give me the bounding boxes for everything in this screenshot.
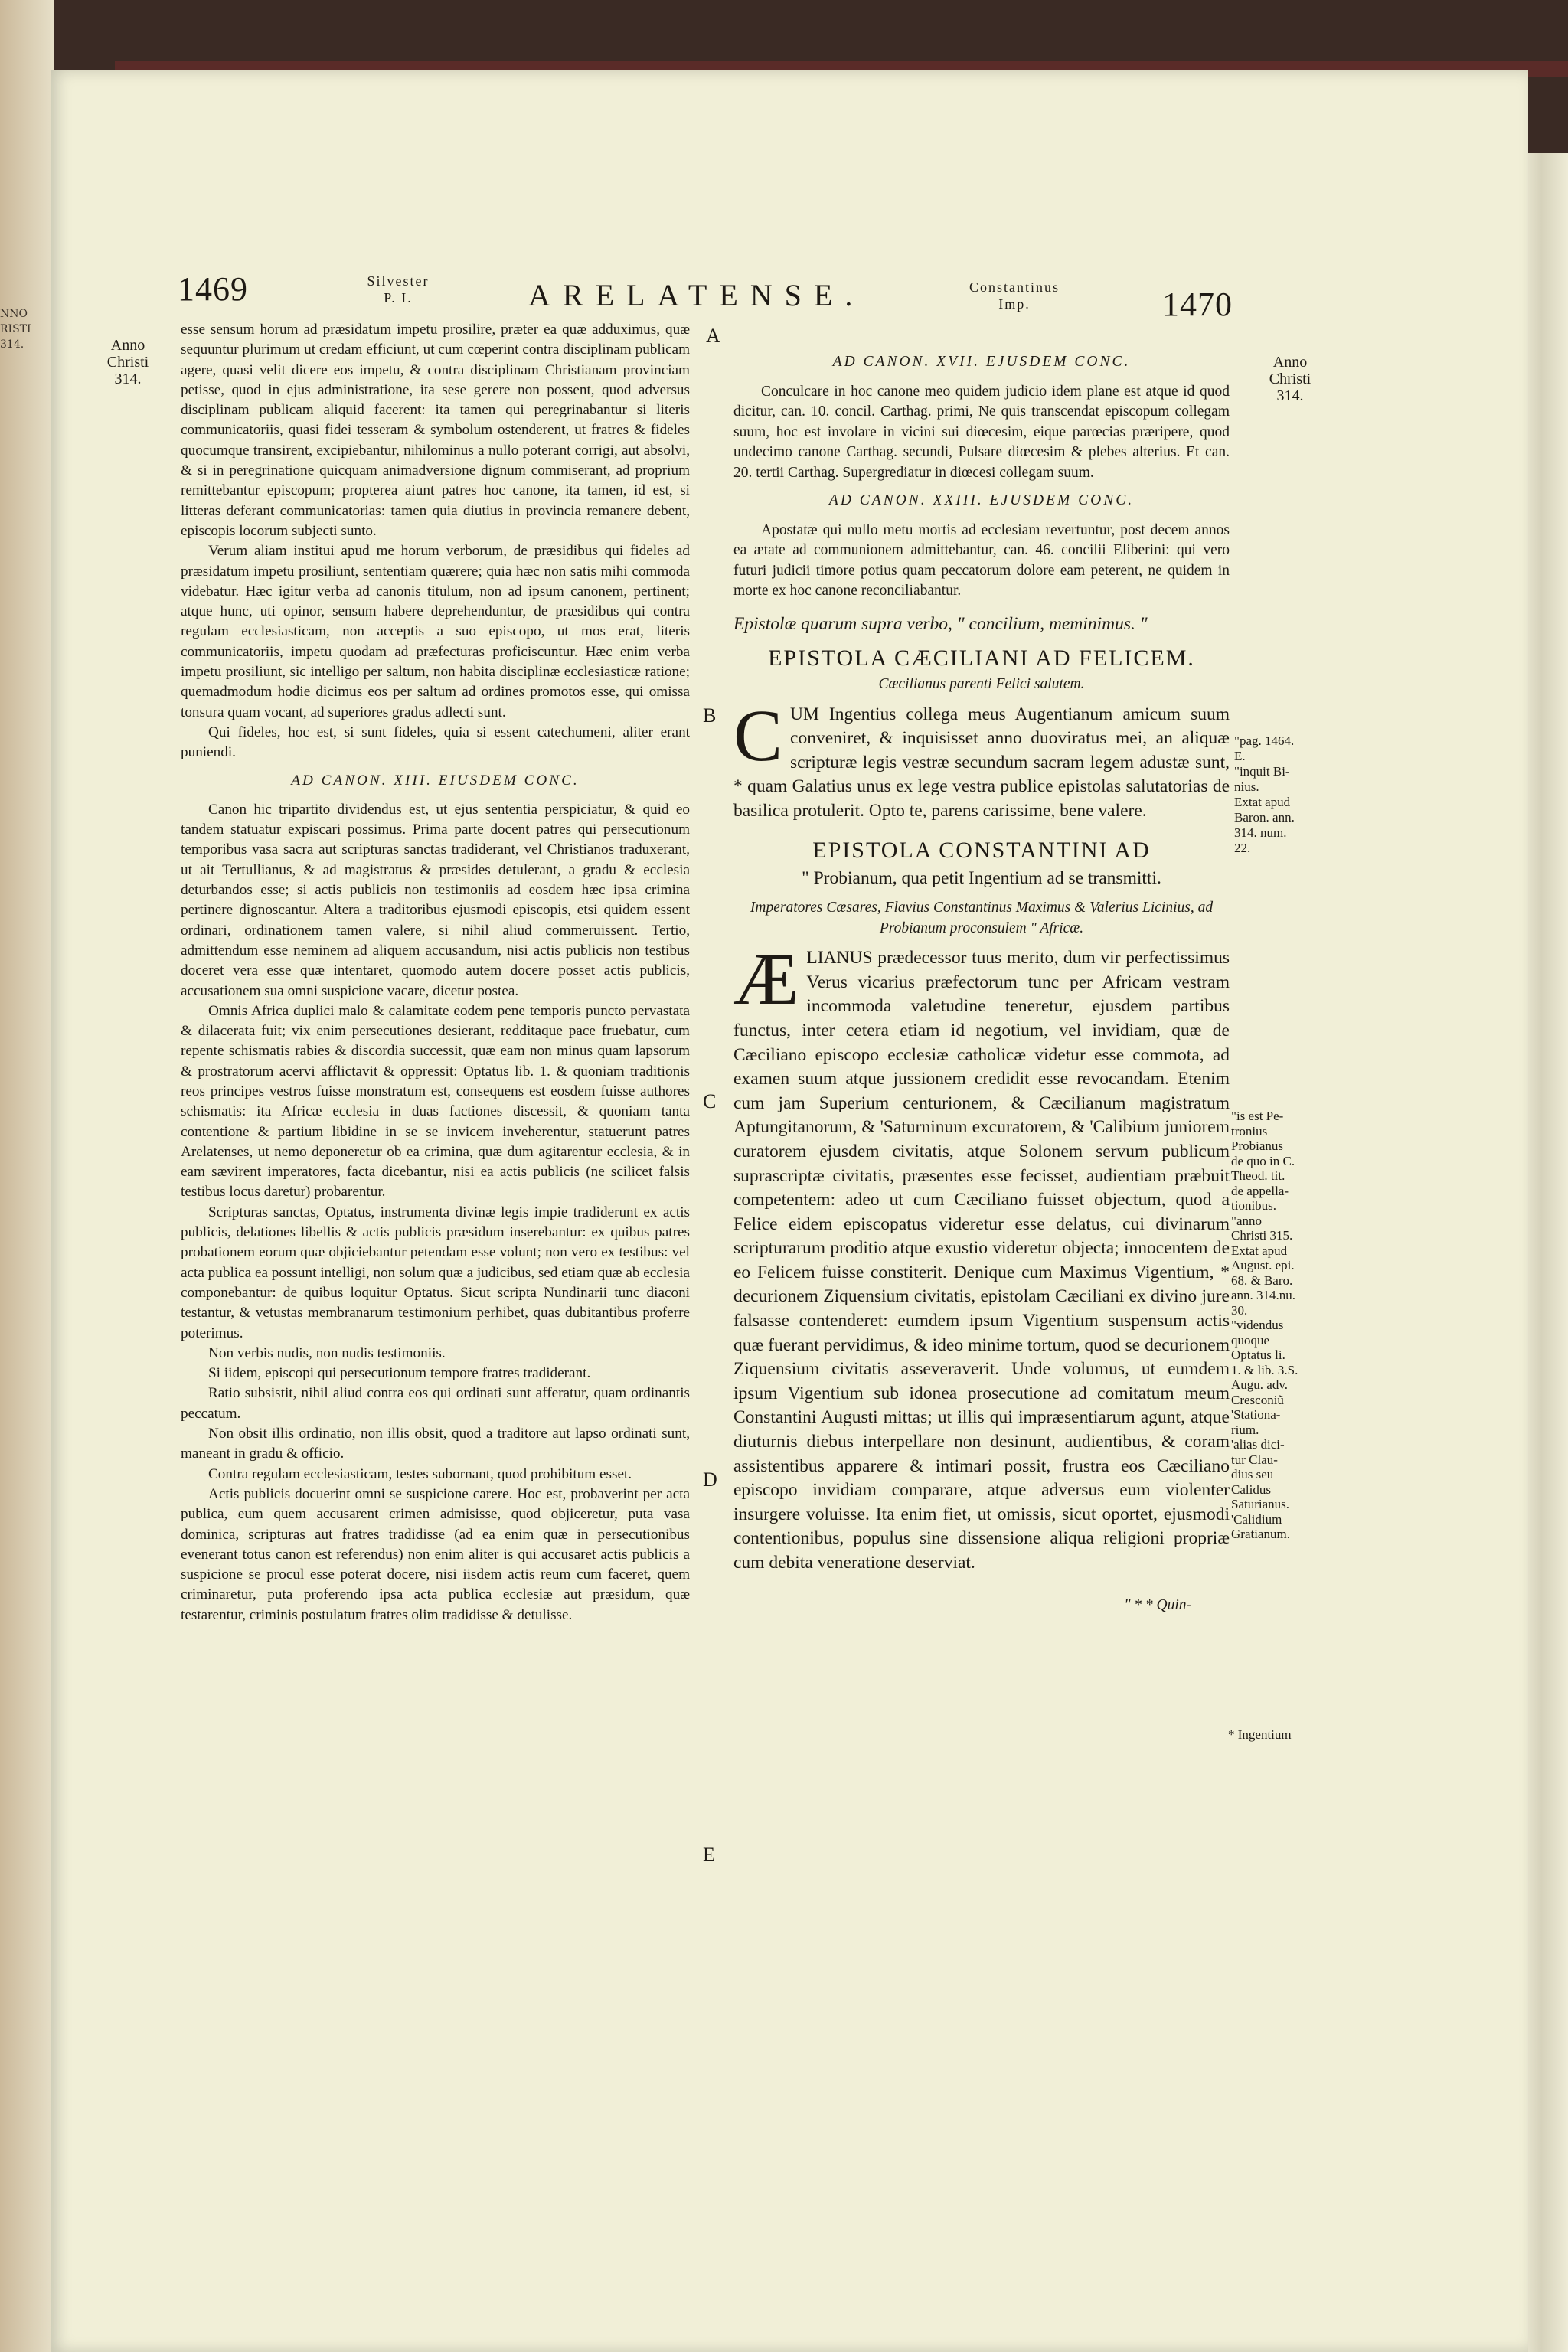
drop-cap: Æ [733,938,799,1021]
running-head-right [926,279,1102,312]
paragraph: Si iidem, episcopi qui persecutionum tempore fratres tradiderant. [208,1365,591,1382]
page-stack-edge [1524,153,1568,2352]
facing-page-edge [0,0,54,2352]
page-number-left: 1469 [178,270,248,308]
section-letter-c: C [703,1090,717,1112]
facing-margin-line: NNO [0,308,28,320]
side-note-line: ann. 314.nu. [1231,1288,1296,1302]
margin-line: 314. [1276,387,1304,404]
paragraph: Canon hic tripartito dividendus est, ut ejus sententia perspiciatur, & quid eo tandem statuatur expiscari possimus. Prima parte docent patres qui persecutionum temporibus vasa sacra aut scripturas sanctas tradiderant, vel Christianos traduxerant, ut ait Tertullianus, & ad magistratus & præsides detulerant, a gradu & ecclesia deturbandos esse; si actis publicis non testimoniis ad eosdem hæc ipsa crimina pertinere dignoscantur. Altera a traditoribus ejusmodi episcopis, etsi quidem essent ordinari, ordinationem tamen valere, si nihil aliud commeruissent. Tertio, admittendum esse neminem ad aliquem accusandum, nisi actis publicis non testibus doceret vera esse quæ intentaret, quomodo autem docere posset actis publicis, accusationem sua omni suspicione vacare, dicetur postea. [181,801,690,999]
side-note-line: tronius [1231,1123,1268,1138]
paragraph: esse sensum horum ad præsidatum impetu prosilire, præter ea quæ adduximus, quæ sequuntur plurimum ut credam efficiunt, ut cum cœperint contra disciplinam publicam agere, quasi velit dicere eos impetu, & contra disciplinam Christianam provinciam petisse, quod in ejus administratione, ita sese gerere non possent, quod adversus disciplinam publicam aliquid facerent: ita tamen qui peregrinabantur si literis communicatoriis, quasi fidei tesseram & symbolum ostenderent, ut fratres & fideles quocumque transirent, excipiebantur, nihilominus a nullo poterant corrigi, aut absolvi, & si in peregrinatione quicquam animadversione dignum commiserant, ad proprium remittebantur episcopum; propterea aiunt patres hoc canone, ita tamen, id est, si litteras deferant communicatorias: tamen quia diutius in provincia remanere debent, episcopis locorum subjecti sunto. [181,322,690,539]
paragraph-text: UM Ingentius collega meus Augentianum amicum suum conveniret, & inquisisset anno duoviratus mei, an aliquæ scripturæ legis vestræ secundum sacram legem adustæ sunt, * quam Galatius unus ex lege vestra publice epistolas salutatorias de basilica protulerit. Opto te, parens carissime, bene valere. [733,704,1230,821]
margin-line: Christi [106,354,149,371]
side-note-line: Gratianum. [1231,1527,1290,1541]
letter-title: EPISTOLA CÆCILIANI AD FELICEM. [768,645,1195,671]
side-note-line: 30. [1231,1302,1248,1318]
side-note-line: "videndus [1231,1318,1284,1332]
side-note-line: Augu. adv. [1231,1377,1288,1392]
paragraph: Qui fideles, hoc est, si sunt fideles, quia si essent catechumeni, aliter erant puniendi. [181,724,690,761]
side-note-line: "is est Pe- [1231,1109,1284,1123]
catchword: " * * Quin- [1124,1596,1191,1613]
side-note-line: Extat apud [1231,1243,1288,1258]
margin-line: Anno [110,337,145,354]
paragraph: Verum aliam institui apud me horum verborum, de præsidibus qui fideles ad præsidatum impetu prosiliunt, sententiam quærere; quia hæc non satis mihi commoda videbatur. Hæc igitur verba ad canonis titulum, non ad ipsum canonem, pertinent; atque hunc, uti opinor, sensum habere deprehenduntur, de præsidibus qui contra regulam ecclesiasticam, non acceptis a suo episcopo, ut mos erat, literis communicatoriis, impetu quodam ad præfecturas proficiscuntur. Hæc enim verba impetu prosiliunt, sic intelligo per saltum, non habita disciplinæ ecclesiasticæ ratione; quemadmodum hodie dicimus eos per saltum ad ordines promotos esse, qui omissa tonsura quam vocant, ad superiores gradus adlecti sunt. [181,543,690,720]
letter-salutation: Cæcilianus parenti Felici salutem. [878,676,1085,693]
section-letter-b: B [703,704,717,727]
facing-margin-line: RISTI [0,323,31,335]
side-note-2 [1231,1109,1346,1542]
side-note-line: Calidus [1231,1481,1271,1497]
letter-title-continued: " Probianum, qua petit Ingentium ad se transmitti. [802,867,1161,888]
facing-margin-line: 314. [0,338,24,351]
page-title: ARELATENSE. [528,278,865,312]
section-letter-e: E [703,1844,715,1866]
facing-page-margin [0,306,31,352]
running-head-left [329,273,467,306]
section-letter-a: A [706,325,720,347]
side-note-line: tur Clau- [1231,1452,1278,1467]
section-letter-d: D [703,1468,717,1491]
side-note-line: 22. [1234,841,1251,855]
margin-line: 314. [114,371,142,387]
side-note-line: August. epi. [1231,1258,1295,1272]
side-note-line: 68. & Baro. [1231,1272,1293,1288]
side-note-line: 'alias dici- [1231,1437,1285,1452]
drop-cap: C [733,694,783,776]
section-heading: AD CANON. XVII. EJUSDEM CONC. [832,354,1131,370]
side-note-line: "pag. 1464. [1234,733,1295,748]
paragraph: Contra regulam ecclesiasticam, testes subornant, quod prohibitum esset. [208,1465,632,1482]
margin-line: Christi [1269,371,1312,387]
paragraph: Epistolæ quarum supra verbo, " concilium, meminimus. " [733,613,1148,634]
paragraph: Omnis Africa duplici malo & calamitate eodem pene temporis puncto pervastata & dilacerata fuit; vix enim persecutiones desierant, redditaque pace fruebatur, cum repente schismatis rabies & discordia successit, quæ eam non minus quam lapsorum & prostratorum acervi afflictavit & oppressit: Optatus lib. 1. & quoniam traditionis reos principes vestros fuisse monstratum est, consequens est eosdem fuisse authores schismatis: ita Africæ ecclesia in duas factiones discessit, & quoniam tanta contentione & partium libidine in se se invicem inveherentur, statuerunt patres Arelatenses, ut nemo deponeretur ob ea crimina, quæ dum agitarentur ecclesia, & in eam sævirent imperatores, facta dicebantur, nisi ea actis publicis (ne scilicet falsis testibus locus daretur) probarentur. [181,1002,690,1200]
letter-title: EPISTOLA CONSTANTINI AD [812,837,1151,863]
paragraph [733,938,1230,1575]
running-head-line: Silvester [367,273,430,289]
page-number-right: 1470 [1162,286,1233,323]
margin-year-right [1244,354,1336,404]
paragraph [733,694,1230,824]
side-note-line: Baron. ann. [1234,810,1295,825]
side-note-line: Christi 315. [1231,1228,1293,1243]
side-note-line: "anno [1231,1213,1262,1228]
side-note-line: 'Stationa- [1231,1407,1281,1422]
side-note-line: tionibus. [1231,1198,1277,1213]
side-note-line: rium. [1231,1422,1259,1437]
paragraph-text: LIANUS prædecessor tuus merito, dum vir perfectissimus Verus vicarius præfectorum tunc per Africam vestram incommoda valetudine teneretur, ejusdem partibus functus, inter cetera etiam id negotium, vel invidiam, quæ de Cæciliano episcopo ecclesiæ catholicæ videtur esse commota, ad examen suum atque jussionem credidit esse revocandam. Etenim cum jam Superium centurionem, & Cæcilianum magistratum Aptungitanorum, & 'Saturninum excuratorem, & 'Calibium juniorem curatorem ejusdem civitatis, atque Solonem servum publicum suprascriptæ civitatis, præsentes esse fecisset, audientiam præbuit competentem: adeo ut cum Cæciliano fuisset objectum, quod a Felice eidem episcopatus videretur esse delatus, cui divinarum scripturarum proditio atque exustio videretur objecta; innocentem de eo Felicem fuisse constiterit. Denique cum Maximus Vigentium, * decurionem Ziquensium civitatis, epistolam Cæciliani ex divino jure falsasse contenderet: eumdem ipsum Vigentium suspensum actis quæ fuerant pervidimus, & ideo minime tortum, quod se decurionem Ziquensium civitatis asseveraverit. Unde volumus, ut eumdem ipsum Vigentium sub idonea prosecutione ad comitatum meum Constantini Augusti mittas; ut illis qui impræsentiarum agunt, atque diuturnis diebus interpellare non desinunt, audientibus, & coram assistentibus apparere & intimari possit, frustra eos Cæciliano episcopo invidiam comparare, atque adversus eum violenter insurgere voluisse. Ita enim fiet, ut omissis, sicut oportet, ejusmodi contentionibus, populus sine dissensione aliqua religioni propriæ cum debita veneratione deserviat. [733,948,1230,1573]
section-heading: AD CANON. XXIII. EJUSDEM CONC. [828,492,1135,508]
paragraph: Actis publicis docuerint omni se suspicione carere. Hoc est, probaverint per acta publica, eum quem accusarent crimen admisisse, quod objiceretur, puta vasa dominica, scripturas aut fratres tradidisse (ad ea enim quæ in persecutionibus evenerant totus canon est referendus) non enim aliter is qui accusaret actis publicis a suspicione se procul esse poterat docere, nisi iisdem actis reum cum faceret, quem criminaretur, puta proferendo ipsa acta publica ecclesiæ aut præsidum, quæ testarentur, criminis postulatum fratres olim tradidisse & detulisse. [181,1485,690,1623]
side-note-line: 1. & lib. 3.S. [1231,1362,1298,1377]
paragraph: Conculcare in hoc canone meo quidem judicio idem plane est atque id quod dicitur, can. 10. concil. Carthag. primi, Ne quis transcendat episcopum collegam suum, hoc est involare in vicini sui diœcesim, eique parœcias præripere, quod undecimo canone Carthag. secundi, Pulsare diœcesim & plebes alterius. Et can. 20. tertii Carthag. Supergrediatur in diœcesi collegam suum. [733,383,1230,481]
side-note-line: "inquit Bi- [1234,764,1290,779]
paragraph: Ratio subsistit, nihil aliud contra eos qui ordinati sunt afferatur, quam ordinantis peccatum. [181,1385,690,1422]
paragraph: Apostatæ qui nullo metu mortis ad ecclesiam revertuntur, post decem annos ea ætate ad communionem admittebantur, can. 46. concilii Eliberini: qui vero futuri judicii timore potius quam peccatorum dolore eam peterent, ne quidem in morte ex hoc canone reconciliabantur. [733,521,1230,599]
running-head-line: Constantinus [969,279,1060,295]
side-note-line: de appella- [1231,1183,1289,1198]
side-note-line: 'Calidium [1231,1511,1282,1527]
side-note-line: quoque [1231,1332,1270,1348]
side-note-3: * Ingentium [1228,1727,1292,1742]
side-note-line: E. [1234,749,1246,763]
letter-address: Imperatores Cæsares, Flavius Constantinus Maximus & Valerius Licinius, ad Probianum proconsulem " Africæ. [750,900,1214,936]
side-note-line: de quo in C. [1231,1153,1295,1168]
side-note-line: Extat apud [1234,795,1291,809]
side-note-line: Saturianus. [1231,1497,1290,1511]
side-note-line: Probianus [1231,1138,1283,1153]
side-note-line: Cresconiũ [1231,1392,1284,1407]
left-text-column [181,320,690,1625]
paragraph: Non verbis nudis, non nudis testimoniis. [208,1344,446,1361]
side-note-line: 314. num. [1234,825,1287,840]
running-head-line: P. I. [384,290,413,305]
margin-year-left [86,337,170,387]
margin-line: Anno [1272,354,1308,371]
paragraph: Non obsit illis ordinatio, non illis obsit, quod a traditore aut lapso ordinati sunt, maneant in gradu & officio. [181,1426,690,1462]
section-heading: AD CANON. XIII. EIUSDEM CONC. [291,772,580,789]
paragraph: Scripturas sanctas, Optatus, instrumenta divinæ legis impie tradiderunt ex actis publicis, delationes libellis & actis publicis præsidum inserebantur: ex quibus patres probationem eorum quæ objiciebantur petendam esse volunt; non vero ex testibus: vel acta publica ea possunt intelligi, non solum quæ a judicibus, sed etiam quæ ab ecclesia componebantur: de quibus loquitur Optatus. Sicut scripta Nundinarii tunc diaconi testantur, & vetustas membranarum testimonium perhibet, quas dubitantibus proferre poterimus. [181,1204,691,1341]
side-note-line: Optatus li. [1231,1348,1285,1362]
side-note-line: Theod. tit. [1231,1168,1285,1183]
running-head-line: Imp. [998,296,1031,312]
side-note-1 [1234,733,1349,856]
side-note-line: dius seu [1231,1467,1274,1481]
side-note-line: nius. [1234,779,1259,794]
right-text-column [733,345,1230,1615]
